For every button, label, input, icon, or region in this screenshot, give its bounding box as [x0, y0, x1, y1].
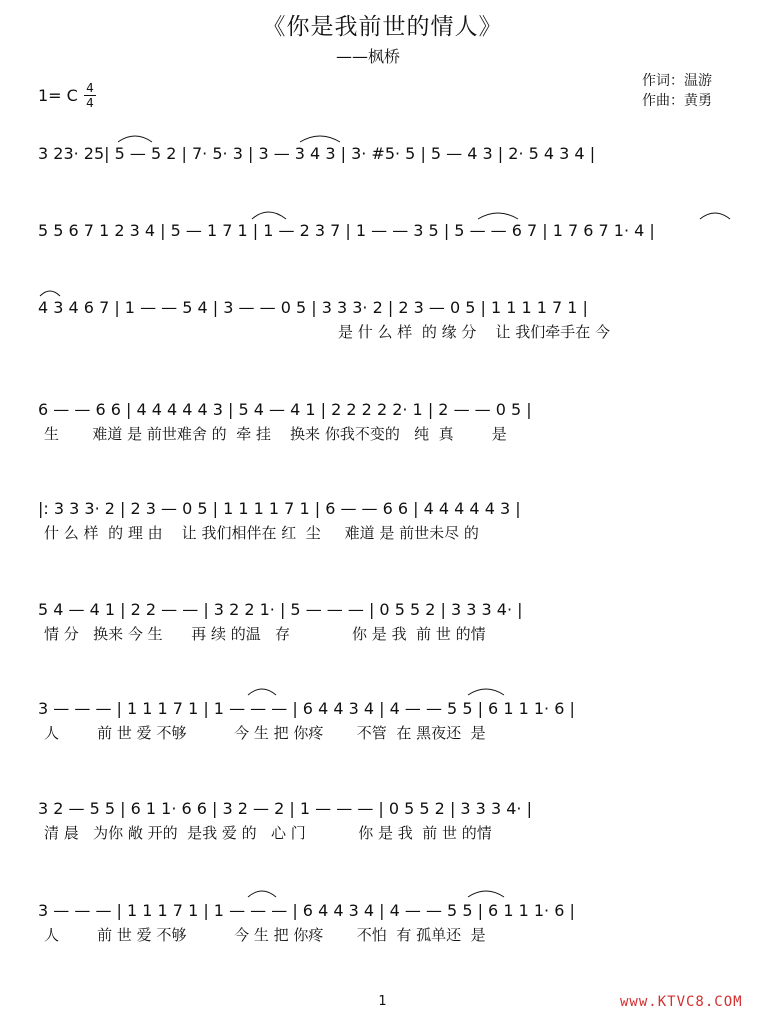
notation-system-1: 3 23· 25| 5 — 5 2 | 7· 5· 3 | 3 — 3 4 3 | 3· #5· 5 | 5 — 4 3 | 2· 5 4 3 4 | [38, 144, 596, 163]
slur-arc [700, 213, 730, 219]
composer-credit: 作曲：黄勇 [642, 93, 712, 109]
slur-arc [478, 213, 518, 219]
notation-system-3: 4 3 4 6 7 | 1 — — 5 4 | 3 — — 0 5 | 3 3 3· 2 | 2 3 — 0 5 | 1 1 1 1 7 1 | [38, 298, 588, 317]
lyricist-credit: 作词：温游 [642, 73, 712, 89]
site-watermark: www.KTVC8.COM [620, 994, 743, 1010]
notation-system-7: 3 — — — | 1 1 1 7 1 | 1 — — — | 6 4 4 3 4 | 4 — — 5 5 | 6 1 1 1· 6 | [38, 699, 575, 718]
lyric-line-5: 什 么 样 的 理 由 让 我们相伴在 红 尘 难道 是 前世未尽 的 [44, 524, 479, 542]
song-subtitle: ——枫桥 [336, 47, 401, 66]
lyric-line-3: 是 什 么 样 的 缘 分 让 我们牵手在 今 [338, 323, 610, 341]
lyric-line-8: 清 晨 为你 敞 开的 是我 爱 的 心 门 你 是 我 前 世 的情 [44, 824, 492, 842]
time-signature-bottom: 4 [86, 96, 94, 110]
slur-arc [468, 891, 504, 897]
slur-arc [118, 136, 152, 142]
song-title: 《你是我前世的情人》 [262, 14, 503, 40]
slur-arc [248, 689, 276, 695]
notation-system-4: 6 — — 6 6 | 4 4 4 4 4 3 | 5 4 — 4 1 | 2 2 2 2 2· 1 | 2 — — 0 5 | [38, 400, 532, 419]
slur-arc [468, 689, 504, 695]
slur-arc [40, 291, 60, 296]
notation-system-6: 5 4 — 4 1 | 2 2 — — | 3 2 2 1· | 5 — — — | 0 5 5 2 | 3 3 3 4· | [38, 600, 523, 619]
lyric-line-9: 人 前 世 爱 不够 今 生 把 你疼 不怕 有 孤单还 是 [44, 926, 486, 944]
time-signature-top: 4 [86, 81, 94, 95]
page-number: 1 [378, 994, 387, 1009]
slur-arc [248, 891, 276, 897]
notation-system-5: |: 3 3 3· 2 | 2 3 — 0 5 | 1 1 1 1 7 1 | 6 — — 6 6 | 4 4 4 4 4 3 | [38, 499, 521, 518]
slur-arc [300, 136, 340, 142]
notation-system-9: 3 — — — | 1 1 1 7 1 | 1 — — — | 6 4 4 3 4 | 4 — — 5 5 | 6 1 1 1· 6 | [38, 901, 575, 920]
notation-system-8: 3 2 — 5 5 | 6 1 1· 6 6 | 3 2 — 2 | 1 — — — | 0 5 5 2 | 3 3 3 4· | [38, 799, 532, 818]
slur-arc [252, 212, 286, 219]
lyric-line-7: 人 前 世 爱 不够 今 生 把 你疼 不管 在 黑夜还 是 [44, 724, 486, 742]
notation-system-2: 5 5 6 7 1 2 3 4 | 5 — 1 7 1 | 1 — 2 3 7 | 1 — — 3 5 | 5 — — 6 7 | 1 7 6 7 1· 4 | [38, 221, 655, 240]
lyric-line-6: 情 分 换来 今 生 再 续 的温 存 你 是 我 前 世 的情 [44, 625, 486, 643]
lyric-line-4: 生 难道 是 前世难舍 的 牵 挂 换来 你我不变的 纯 真 是 [44, 425, 507, 443]
key-signature: 1= C [38, 86, 78, 105]
